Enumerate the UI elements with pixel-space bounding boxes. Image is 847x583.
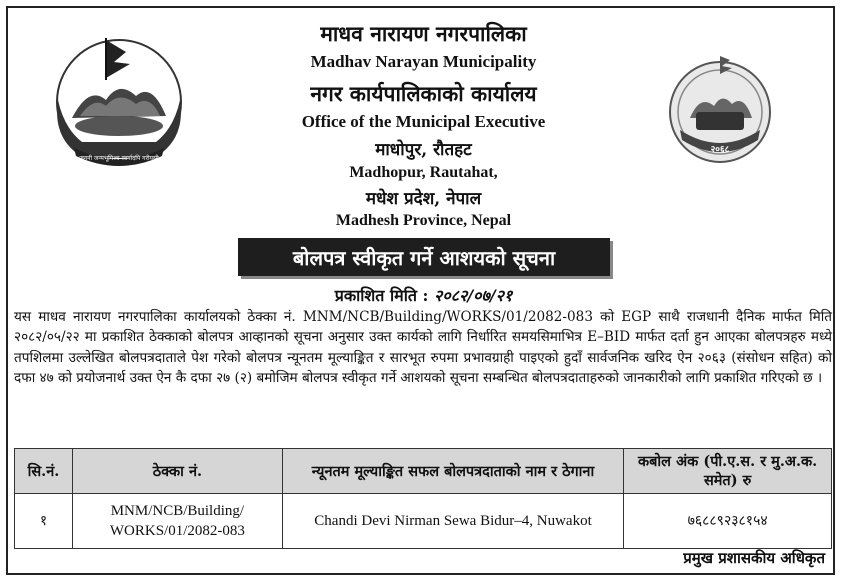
address-en: Madhopur, Rautahat, <box>349 164 498 181</box>
table-row <box>15 494 832 549</box>
col-header-contract-no: ठेक्का नं. <box>72 449 282 494</box>
published-date: २०८२/०७/२१ <box>434 286 513 305</box>
emblem-motto: जननी जन्मभूमिश्च स्वर्गादपि गरीयसी <box>79 155 159 162</box>
notice-title: बोलपत्र स्वीकृत गर्ने आशयको सूचना <box>238 238 610 276</box>
province-np: मधेश प्रदेश, नेपाल <box>365 189 482 209</box>
bid-table <box>14 448 832 549</box>
col-header-bidder: न्यूनतम मूल्याङ्कित सफल बोलपत्रदाताको नाम र ठेगाना <box>282 449 623 494</box>
cell-sn: १ <box>15 494 73 549</box>
signature-title: प्रमुख प्रशासकीय अधिकृत <box>683 549 825 567</box>
cell-contract-no: MNM/NCB/Building/ WORKS/01/2082-083 <box>72 494 282 549</box>
col-header-amount: कबोल अंक (पी.ए.स. र मु.अ.क. समेत) रु <box>624 449 832 494</box>
published-date-line <box>0 284 847 306</box>
address-np: माधोपुर, रौतहट <box>375 140 472 160</box>
municipality-name-en: Madhav Narayan Municipality <box>310 52 537 71</box>
notice-body: यस माधव नारायण नगरपालिका कार्यालयको ठेक्का नं. MNM/NCB/Building/WORKS/01/2082-083 को EGP साथै राजधानी दैनिक मार्फत मिति २०८२/०५/२२ मा प्रकाशित ठेक्काको बोलपत्र आव्हानको सूचना अनुसार उक्त कार्यको लागि निर्धारित समयसिमाभित्र E–BID मार्फत दर्ता हुन आएका बोलपत्रहरु मध्ये तपशिलमा उल्लेखित बोलपत्रदाताले पेश गरेको बोलपत्र न्यूनतम मूल्याङ्कित र सारभूत रुपमा प्रभावग्राही पाइएको हुदाँ सार्वजनिक खरिद ऐन २०६३ (संसोधन सहित) को दफा ४७ को प्रयोजनार्थ उक्त ऐन कै दफा २७ (२) बमोजिम बोलपत्र स्वीकृत गर्ने आशयको सूचना सम्बन्धित बोलपत्रदाताहरुको जानकारीको लागि प्रकाशित गरिएको छ । <box>14 309 832 387</box>
office-name-en: Office of the Municipal Executive <box>301 112 546 131</box>
office-name-np: नगर कार्यपालिकाको कार्यालय <box>310 81 537 106</box>
cell-bidder: Chandi Devi Nirman Sewa Bidur–4, Nuwakot <box>282 494 623 549</box>
municipality-name-np: माधव नारायण नगरपालिका <box>320 21 527 46</box>
logo-year: २०६८ <box>710 145 730 155</box>
province-en: Madhesh Province, Nepal <box>335 212 512 229</box>
cell-amount: ७६८८९२३८१५४ <box>624 494 832 549</box>
col-header-sn: सि.नं. <box>15 449 73 494</box>
table-header-row <box>15 449 832 494</box>
published-label: प्रकाशित मिति : <box>334 286 429 305</box>
